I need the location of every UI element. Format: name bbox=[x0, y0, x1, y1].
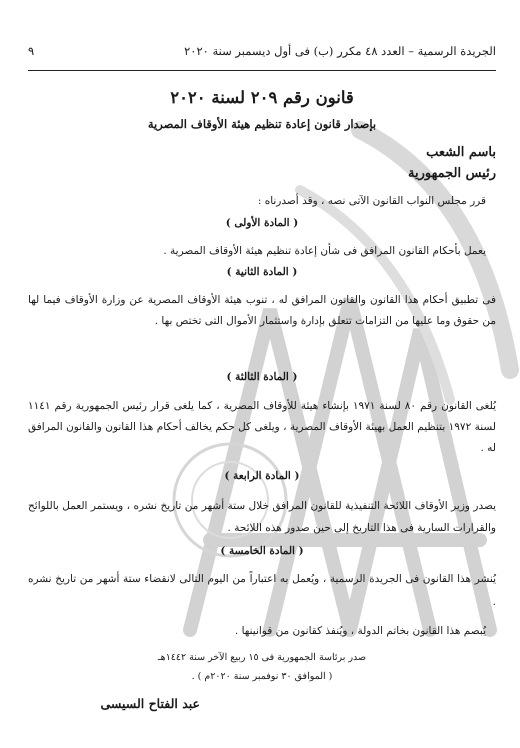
people-invocation: باسم الشعب bbox=[426, 145, 496, 160]
article-2-text: فى تطبيق أحكام هذا القانون والقانون المرافق له ، تنوب هيئة الأوقاف المصرية عن وزارة الأوقاف فيما لها من حقوق وما عليها من التزامات تتعلق بإدارة واستثمار الأموال التى تختص بها . bbox=[28, 294, 496, 327]
article-1-heading: ( المادة الأولى ) bbox=[225, 217, 299, 229]
preamble-intro: قرر مجلس النواب القانون الآتى نصه ، وقد أصدرناه : bbox=[257, 195, 486, 207]
president-title: رئيس الجمهورية bbox=[408, 166, 496, 181]
law-title: قانون رقم ٢٠٩ لسنة ٢٠٢٠ bbox=[170, 88, 354, 107]
page-header bbox=[28, 44, 496, 58]
gazette-issue-line: الجريدة الرسمية – العدد ٤٨ مكرر (ب) فى أول ديسمبر سنة ٢٠٢٠ bbox=[184, 44, 496, 58]
article-5-heading: ( المادة الخامسة ) bbox=[220, 545, 304, 557]
president-signature: عبد الفتاح السيسى bbox=[100, 696, 200, 711]
issuance-hijri-date: صدر برئاسة الجمهورية فى ١٥ ربيع الآخر سنة ١٤٤٢هـ bbox=[157, 652, 367, 663]
article-3-heading: ( المادة الثالثة ) bbox=[226, 371, 298, 383]
article-4-heading: ( المادة الرابعة ) bbox=[224, 470, 300, 482]
gazette-page bbox=[28, 0, 496, 748]
issuance-gregorian-date: ( الموافق ٣٠ نوفمبر سنة ٢٠٢٠م ) . bbox=[191, 671, 333, 682]
header-divider bbox=[28, 70, 496, 71]
article-4-text: يصدر وزير الأوقاف اللائحة التنفيذية للقانون المرافق خلال ستة أشهر من تاريخ نشره ، ويستمر العمل باللوائح والقرارات السارية فى هذا التاريخ إلى حين صدور هذه اللائحة . bbox=[28, 500, 496, 534]
law-subtitle: بإصدار قانون إعادة تنظيم هيئة الأوقاف المصرية bbox=[147, 117, 377, 131]
page-number: ٩ bbox=[28, 44, 35, 58]
article-5-text: يُنشر هذا القانون فى الجريدة الرسمية ، ويُعمل به اعتباراً من اليوم التالى لانقضاء ستة أشهر من تاريخ نشره . bbox=[28, 573, 496, 608]
article-3-text: يُلغى القانون رقم ٨٠ لسنة ١٩٧١ بإنشاء هيئة للأوقاف المصرية ، كما يلغى قرار رئيس الجمهورية رقم ١١٤١ لسنة ١٩٧٢ بتنظيم العمل بهيئة الأوقاف المصرية ، ويلغى كل حكم يخالف أحكام هذا القانون والقانون المرافق له . bbox=[28, 400, 496, 454]
issuance-block bbox=[28, 648, 496, 686]
article-1-text: يعمل بأحكام القانون المرافق فى شأن إعادة تنظيم هيئة الأوقاف المصرية . bbox=[163, 245, 486, 257]
article-2-heading: ( المادة الثانية ) bbox=[226, 266, 298, 278]
seal-clause: يُبصم هذا القانون بخاتم الدولة ، ويُنفذ كقانون من قوانينها . bbox=[234, 625, 486, 637]
